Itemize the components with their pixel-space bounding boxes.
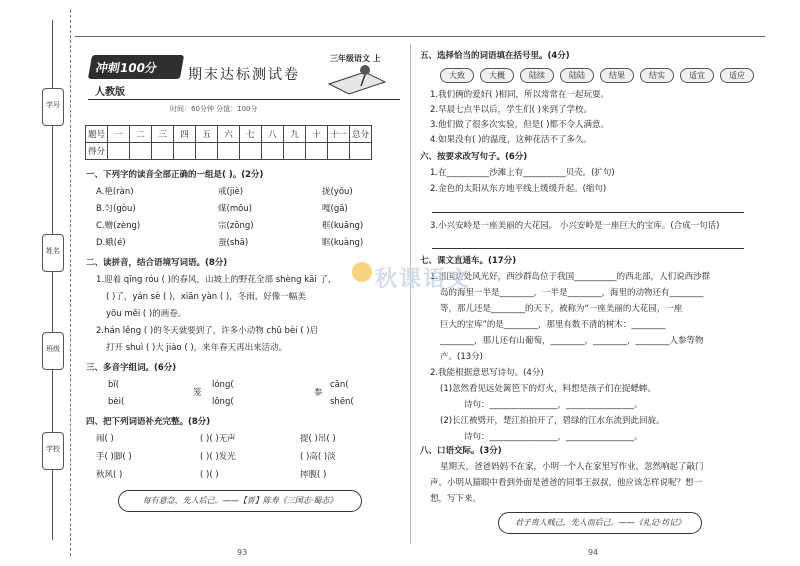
rewrite-line-3: 3.小兴安岭是一座美丽的大花园。 小兴安岭是一座巨大的宝库。(合成一句话): [430, 221, 720, 231]
option-b-3: 嘎(gā): [322, 204, 348, 214]
grade-tag: 三年级语文 上: [330, 54, 381, 63]
polyphone-2-bottom: lǒng(: [212, 397, 234, 407]
text-line-2: 岛的海里一半是________，一半是________，海里的动物还有________: [440, 288, 704, 298]
pinyin-line-1: 1.迎着 qīng róu ( )的春风，山坡上的野花全部 shèng kāi 了，: [96, 275, 337, 285]
fill-line-1: 1.我们俩的爱好( )相同，所以常常在一起玩耍。: [430, 90, 609, 100]
score-input-cell[interactable]: [152, 143, 174, 160]
rewrite-line-2: 2.金色的太阳从东方地平线上缓缓升起。(缩句): [430, 184, 607, 194]
score-input-cell[interactable]: [108, 143, 130, 160]
text-line-1: 1.祖国边处风光好，西沙群岛位于我国__________的西北部，人们说西沙群: [430, 272, 711, 282]
fill-line-4: 4.如果没有( )的温度，这种花活不了多久。: [430, 135, 592, 145]
idiom-1-3: 提( )吊( ): [300, 434, 336, 444]
section-3-title: 三、多音字组词。(6分): [86, 363, 177, 373]
binding-label-student-id: 学号: [46, 101, 60, 109]
exam-title: 期末达标测试卷: [188, 67, 300, 83]
section-1-title: 一、下列字的读音全部正确的一组是( )。(2分): [86, 170, 264, 180]
brand-logo: 冲刺100分: [88, 55, 184, 79]
left-quote: 每有意急，先人后己。——【晋】陈寿《三国志·蜀志》: [118, 490, 362, 512]
top-border: [75, 36, 765, 42]
score-input-cell[interactable]: [262, 143, 284, 160]
poem-answer-2: 诗句：________________，________________。: [464, 432, 643, 442]
word-tag: 陆陆: [560, 68, 594, 83]
score-cell: 七: [240, 126, 262, 143]
score-table: [85, 125, 372, 160]
score-input-cell[interactable]: [306, 143, 328, 160]
pinyin-line-5: 打开 shuì ( )大 jiào ( )，来年春天再出来活动。: [106, 343, 288, 353]
score-cell: 题号: [86, 126, 108, 143]
score-input-cell[interactable]: [174, 143, 196, 160]
score-cell: 十: [306, 126, 328, 143]
score-cell: 五: [196, 126, 218, 143]
page-divider: [410, 44, 411, 544]
score-table-header-row: [86, 126, 372, 143]
idiom-2-2: ( )( )发光: [200, 452, 236, 462]
score-cell: 六: [218, 126, 240, 143]
polyphone-2-char: 笼: [193, 388, 202, 398]
score-cell: 总分: [350, 126, 372, 143]
score-input-cell[interactable]: [350, 143, 372, 160]
polyphone-3-bottom: shēn(: [330, 397, 354, 407]
polyphone-2-top: lóng(: [212, 380, 234, 390]
score-input-cell[interactable]: [240, 143, 262, 160]
polyphone-3-char: 参: [314, 388, 323, 398]
idiom-3-2: ( )( ): [200, 470, 219, 480]
text-line-3: 等，那儿还是________的天下，被称为“一座美丽的大花园，一座: [440, 304, 683, 314]
idiom-3-1: 秋风( ): [96, 470, 123, 480]
section-5-title: 五、选择恰当的词语填在括号里。(4分): [420, 51, 570, 61]
score-cell: 八: [262, 126, 284, 143]
page-number-right: 94: [588, 548, 599, 557]
score-table-score-row: [86, 143, 372, 160]
binding-label-school: 学校: [46, 445, 60, 453]
score-cell: 九: [284, 126, 306, 143]
idiom-3-3: 摔腹( ): [300, 470, 327, 480]
text-line-5: ________，那儿还有山葡萄，________，________，________人参等物: [440, 336, 704, 346]
idiom-2-3: ( )高( )淡: [300, 452, 336, 462]
word-tag: 适宜: [680, 68, 714, 83]
poem-answer-1: 诗句：________________，________________。: [464, 400, 643, 410]
binding-label-name: 姓名: [46, 247, 60, 255]
poem-task-title: 2.我能根据意思写诗句。(4分): [430, 368, 544, 378]
pinyin-line-2: ( )了，yán sè ( )，xiān yàn ( )，冬雨，好像一幅美: [106, 292, 306, 302]
section-6-title: 六、按要求改写句子。(6分): [420, 152, 528, 162]
idiom-2-1: 手( )脚( ): [96, 452, 132, 462]
score-cell: 三: [152, 126, 174, 143]
section-2-title: 二、读拼音，结合语境写词语。(8分): [86, 258, 228, 268]
rewrite-line-1: 1.在__________沙滩上有__________贝壳。(扩句): [430, 168, 615, 178]
score-cell: 十一: [328, 126, 350, 143]
option-d-1: D.蛾(é): [96, 238, 126, 248]
binding-rule: [52, 126, 53, 234]
score-input-cell[interactable]: [130, 143, 152, 160]
polyphone-1-top: bǐ(: [108, 380, 120, 390]
binding-rule: [52, 470, 53, 540]
score-input-cell[interactable]: [218, 143, 240, 160]
score-input-cell[interactable]: [328, 143, 350, 160]
word-tag: 结实: [640, 68, 674, 83]
page-number-left: 93: [237, 548, 248, 557]
word-tag: 大概: [480, 68, 514, 83]
edition-label: 人教版: [95, 87, 125, 98]
option-b-1: B.匀(gòu): [96, 204, 136, 214]
section-8-title: 八、口语交际。(3分): [420, 446, 502, 456]
binding-rule: [52, 272, 53, 332]
option-c-2: 宗(zōng): [218, 221, 254, 231]
idiom-1-2: ( )( )无声: [200, 434, 236, 444]
option-c-1: C.赠(zèng): [96, 221, 141, 231]
option-a-3: 拢(yǒu): [322, 187, 353, 197]
score-cell: 二: [130, 126, 152, 143]
binding-rule: [52, 370, 53, 432]
word-tag: 结果: [600, 68, 634, 83]
option-a-2: 戒(jiè): [218, 187, 244, 197]
speaking-line-1: 星期天，爸爸妈妈不在家，小明一个人在家里写作业，忽然响起了敲门: [440, 462, 704, 472]
polyphone-1-bottom: bèi(: [108, 397, 125, 407]
idiom-1-1: 闹( ): [96, 434, 114, 444]
poem-task-2: (2)长江被劈开，楚江拍拍开了，碧绿的江水东流到此回旋。: [440, 416, 665, 426]
fill-line-3: 3.他们做了很多次实验，但是( )都不令人满意。: [430, 120, 609, 130]
answer-rule: [432, 212, 744, 213]
fill-line-2: 2.早晨七点半以后，学生们( )来到了学校。: [430, 105, 592, 115]
section-7-title: 七、课文直通车。(17分): [420, 256, 517, 266]
score-input-cell[interactable]: [196, 143, 218, 160]
option-c-3: 框(kuāng): [322, 221, 364, 231]
score-cell: 一: [108, 126, 130, 143]
book-illustration-icon: [325, 62, 390, 96]
answer-rule: [432, 248, 744, 249]
section-4-title: 四、把下列词语补充完整。(8分): [86, 417, 211, 427]
word-tag: 大致: [440, 68, 474, 83]
header-rule: [88, 99, 400, 100]
watermark: 秋课语文: [375, 267, 472, 292]
speaking-line-2: 声。小明从猫眼中看到外面是爸爸的同事王叔叔，他应该怎样说呢？想一: [430, 478, 703, 488]
score-cell: 四: [174, 126, 196, 143]
pinyin-line-3: yōu měi ( )的画卷。: [106, 309, 187, 319]
score-input-cell[interactable]: [284, 143, 306, 160]
right-quote: 君子贵人贱己，先人而后己。——《礼记·坊记》: [498, 512, 702, 534]
text-line-6: 产。(13分): [440, 352, 483, 362]
option-b-2: 煤(mǒu): [218, 204, 253, 214]
option-d-3: 眶(kuàng): [322, 238, 364, 248]
watermark-logo-icon: [352, 262, 372, 282]
option-a-1: A.艳(ràn): [96, 187, 134, 197]
binding-rule: [52, 20, 53, 90]
binding-label-class: 班级: [46, 345, 60, 353]
binding-fold-line: [70, 10, 71, 556]
text-line-4: 巨大的宝库”的是________，那里有数不清的树木：________: [440, 320, 666, 330]
word-tag: 陆续: [520, 68, 554, 83]
word-tag: 适应: [720, 68, 754, 83]
polyphone-3-top: cān(: [330, 380, 349, 390]
score-row-label: 得分: [86, 143, 108, 160]
speaking-line-3: 想，写下来。: [430, 494, 482, 504]
pinyin-line-4: 2.hán lěng ( )的冬天就要到了，许多小动物 chǔ bèi ( )启: [96, 326, 319, 336]
exam-meta: 时间：60分钟 分值：100分: [170, 105, 258, 113]
option-d-2: 蚕(shā): [218, 238, 249, 248]
poem-task-1: (1)忽然看见远处篱笆下的灯火，料想是孩子们在捉蟋蟀。: [440, 384, 657, 394]
